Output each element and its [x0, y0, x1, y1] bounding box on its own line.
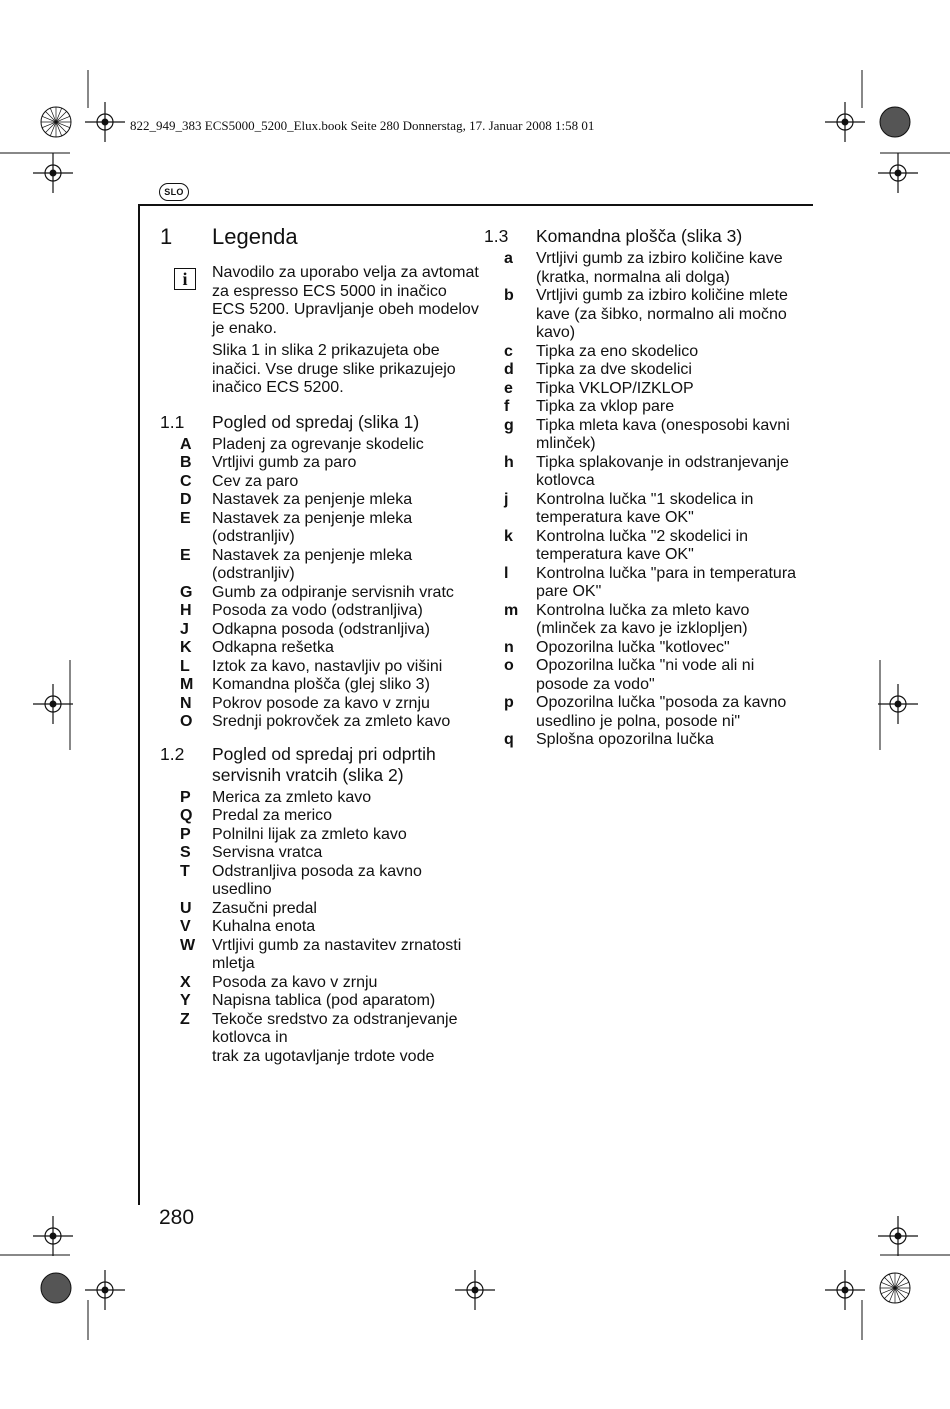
section-1-3-heading	[484, 226, 804, 247]
legend-label: Merica za zmleto kavo	[212, 788, 372, 806]
language-badge: SLO	[159, 183, 189, 201]
legend-item	[160, 658, 480, 677]
legend-key: O	[180, 713, 193, 730]
legend-key: K	[180, 639, 192, 656]
legend-label: Opozorilna lučka "posoda za kavno usedlino je polna, posode ni"	[536, 694, 787, 730]
legend-item	[160, 937, 480, 974]
subsection-number: 1.1	[160, 411, 185, 432]
legend-key: j	[504, 490, 509, 508]
legend-key: g	[504, 416, 514, 434]
legend-item	[484, 731, 804, 750]
legend-label: Opozorilna lučka "kotlovec"	[536, 638, 730, 656]
legend-item	[484, 343, 804, 362]
legend-key: n	[504, 638, 514, 656]
legend-item	[484, 639, 804, 658]
legend-item	[484, 491, 804, 528]
legend-label: Posoda za kavo v zrnju	[212, 973, 378, 991]
legend-item	[160, 491, 480, 510]
legend-item	[484, 287, 804, 343]
page-number: 280	[159, 1206, 195, 1229]
legend-key: Z	[180, 1010, 190, 1028]
legend-item	[484, 657, 804, 694]
legend-item	[160, 789, 480, 808]
legend-key: A	[180, 435, 192, 453]
legend-label: Kontrolna lučka za mleto kavo (mlinček za kavo je izklopljen)	[536, 601, 750, 637]
legend-label: Vrtljivi gumb za nastavitev zrnatosti mletja	[212, 936, 462, 972]
legend-key: d	[504, 361, 514, 378]
legend-item	[160, 695, 480, 714]
legend-key: G	[180, 583, 193, 601]
legend-key: b	[504, 287, 514, 304]
section-number: 1	[160, 224, 173, 249]
legend-label: Odkapna posoda (odstranljiva)	[212, 620, 430, 638]
legend-key: N	[180, 694, 192, 712]
legend-label: Tipka mleta kava (onesposobi kavni mlinček)	[536, 416, 790, 452]
legend-item	[160, 436, 480, 455]
top-rule	[138, 204, 813, 206]
legend-label: Tipka VKLOP/IZKLOP	[536, 379, 694, 397]
legend-item	[484, 528, 804, 565]
legend-label: Vrtljivi gumb za izbiro količine kave (kratka, normalna ali dolga)	[536, 250, 783, 286]
legend-item	[160, 826, 480, 845]
section-1-2-heading	[160, 744, 480, 786]
legend-key: L	[180, 657, 190, 675]
legend-key: H	[180, 602, 192, 619]
subsection-number: 1.3	[484, 226, 509, 246]
legend-item	[484, 417, 804, 454]
right-column	[484, 226, 804, 750]
legend-key: D	[180, 491, 192, 508]
legend-label: Nastavek za penjenje mleka (odstranljiv)	[212, 509, 413, 545]
legend-key: Q	[180, 807, 193, 824]
legend-label: trak za ugotavljanje trdote vode	[212, 1047, 435, 1065]
legend-key: l	[504, 564, 509, 582]
legend-item	[160, 602, 480, 621]
legend-label: Tipka splakovanje in odstranjevanje kotlovca	[536, 453, 789, 489]
legend-key: Y	[180, 992, 191, 1009]
legend-item	[160, 547, 480, 584]
print-header: 822_949_383 ECS5000_5200_Elux.book Seite 280 Donnerstag, 17. Januar 2008 1:58 01	[130, 118, 595, 133]
legend-label: Iztok za kavo, nastavljiv po višini	[212, 657, 443, 675]
legend-label: Kuhalna enota	[212, 918, 316, 935]
legend-list-control-panel	[484, 250, 804, 750]
subsection-title: Komandna plošča (slika 3)	[536, 226, 743, 246]
legend-list-open-doors	[160, 789, 480, 1067]
section-1-1-heading	[160, 412, 480, 433]
legend-label: Kontrolna lučka "para in temperatura pare OK"	[536, 564, 797, 600]
legend-label: Tekoče sredstvo za odstranjevanje kotlovca in	[212, 1010, 458, 1046]
legend-item	[160, 676, 480, 695]
legend-item	[484, 398, 804, 417]
legend-item	[484, 694, 804, 731]
legend-label: Odkapna rešetka	[212, 639, 334, 656]
legend-label: Vrtljivi gumb za izbiro količine mlete kave (za šibko, normalno ali močno kavo)	[536, 287, 788, 341]
legend-label: Gumb za odpiranje servisnih vratc	[212, 583, 454, 601]
legend-item	[484, 250, 804, 287]
legend-item	[160, 1048, 480, 1067]
legend-key: C	[180, 472, 192, 490]
legend-item	[160, 974, 480, 993]
legend-item	[160, 510, 480, 547]
legend-label: Tipka za dve skodelici	[536, 361, 692, 378]
legend-item	[160, 863, 480, 900]
legend-key: V	[180, 918, 191, 935]
legend-label: Servisna vratca	[212, 844, 323, 861]
legend-label: Nastavek za penjenje mleka	[212, 491, 413, 508]
legend-key: M	[180, 676, 194, 693]
legend-item	[484, 454, 804, 491]
legend-key: k	[504, 527, 513, 545]
legend-key: J	[180, 620, 189, 638]
legend-item	[484, 565, 804, 602]
section-1-heading	[160, 224, 480, 264]
legend-label: Komandna plošča (glej sliko 3)	[212, 676, 430, 693]
legend-key: W	[180, 936, 196, 954]
legend-key: m	[504, 601, 519, 619]
legend-key: P	[180, 825, 191, 843]
legend-key: X	[180, 973, 191, 991]
legend-item	[160, 1011, 480, 1048]
note-paragraph: Slika 1 in slika 2 prikazujeta obe inačici. Vse druge slike prikazujejo inačico ECS 5200.	[212, 342, 456, 396]
legend-item	[160, 454, 480, 473]
legend-key: f	[504, 398, 510, 415]
legend-item	[160, 584, 480, 603]
legend-label: Pokrov posode za kavo v zrnju	[212, 694, 430, 712]
legend-label: Posoda za vodo (odstranljiva)	[212, 602, 423, 619]
legend-key: c	[504, 342, 513, 360]
legend-label: Opozorilna lučka "ni vode ali ni posode za vodo"	[536, 657, 755, 693]
legend-label: Napisna tablica (pod aparatom)	[212, 992, 436, 1009]
subsection-number: 1.2	[160, 743, 185, 764]
legend-label: Predal za merico	[212, 807, 333, 824]
legend-item	[160, 844, 480, 863]
legend-key	[160, 1048, 212, 1067]
legend-item	[484, 361, 804, 380]
legend-item	[160, 473, 480, 492]
legend-label: Cev za paro	[212, 472, 299, 490]
legend-label: Kontrolna lučka "1 skodelica in temperatura kave OK"	[536, 490, 754, 526]
legend-key: p	[504, 694, 514, 711]
legend-label: Tipka za eno skodelico	[536, 342, 699, 360]
legend-label: Kontrolna lučka "2 skodelici in temperatura kave OK"	[536, 527, 749, 563]
legend-label: Nastavek za penjenje mleka (odstranljiv)	[212, 546, 413, 582]
left-column	[160, 224, 480, 1066]
legend-item	[160, 639, 480, 658]
legend-label: Odstranljiva posoda za kavno usedlino	[212, 862, 422, 898]
legend-label: Pladenj za ogrevanje skodelic	[212, 435, 424, 453]
note-paragraph: Navodilo za uporabo velja za avtomat za espresso ECS 5000 in inačico ECS 5200. Upravljanje obeh modelov je enako.	[212, 264, 479, 337]
legend-item	[160, 992, 480, 1011]
legend-key: E	[180, 509, 191, 527]
legend-key: e	[504, 379, 513, 397]
legend-label: Polnilni lijak za zmleto kavo	[212, 825, 407, 843]
legend-key: E	[180, 546, 191, 564]
left-rule	[138, 205, 140, 1205]
subsection-title: Pogled od spredaj pri odprtih servisnih vratcih (slika 2)	[212, 743, 436, 785]
legend-item	[160, 918, 480, 937]
legend-label: Zasučni predal	[212, 899, 317, 917]
legend-item	[160, 807, 480, 826]
legend-item	[484, 602, 804, 639]
legend-key: T	[180, 862, 190, 880]
legend-label: Tipka za vklop pare	[536, 398, 675, 415]
info-note	[160, 264, 480, 402]
section-title: Legenda	[212, 224, 298, 249]
legend-list-front-view	[160, 436, 480, 732]
subsection-title: Pogled od spredaj (slika 1)	[212, 411, 420, 432]
legend-key: P	[180, 788, 191, 806]
legend-key: U	[180, 899, 192, 917]
legend-key: S	[180, 844, 191, 861]
legend-label: Splošna opozorilna lučka	[536, 731, 714, 748]
legend-key: o	[504, 657, 514, 674]
legend-item	[484, 380, 804, 399]
legend-key: q	[504, 731, 514, 748]
legend-label: Srednji pokrovček za zmleto kavo	[212, 713, 451, 730]
legend-item	[160, 621, 480, 640]
legend-label: Vrtljivi gumb za paro	[212, 454, 357, 471]
legend-item	[160, 900, 480, 919]
legend-item	[160, 713, 480, 732]
legend-key: a	[504, 250, 513, 267]
info-icon: i	[174, 268, 196, 290]
legend-key: h	[504, 453, 514, 471]
legend-key: B	[180, 454, 192, 471]
